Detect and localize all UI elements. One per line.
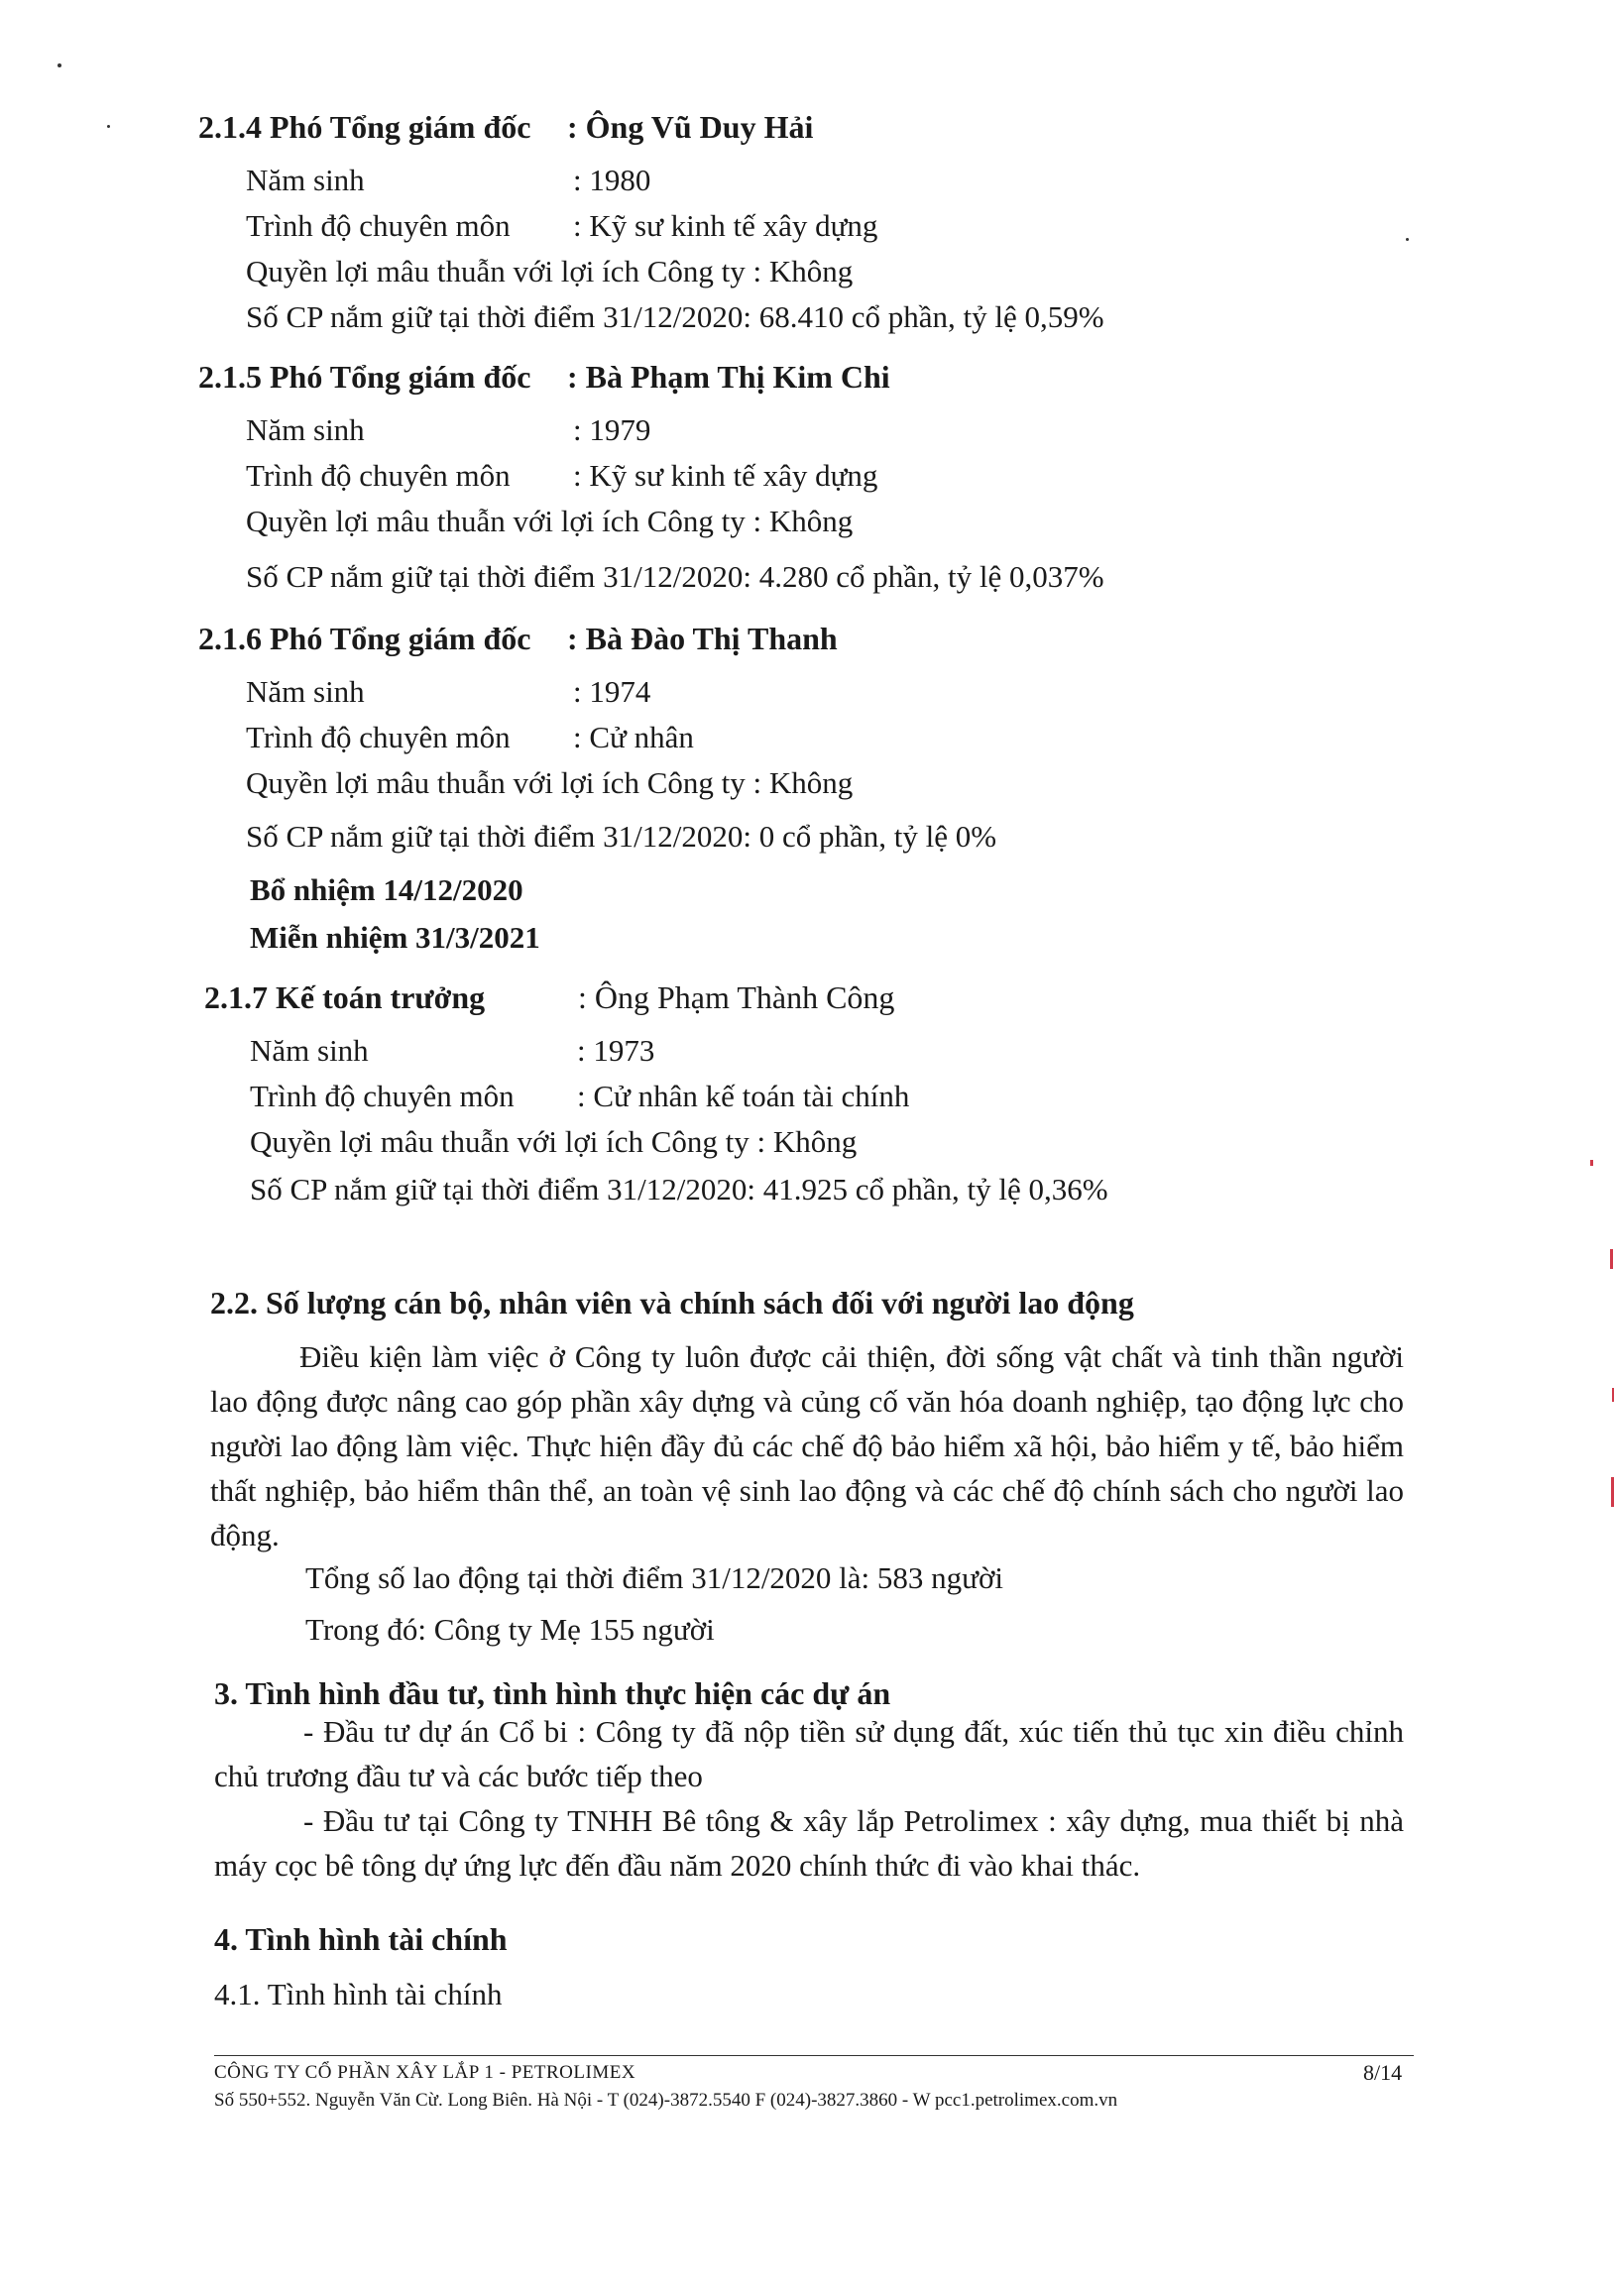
info-row [246,163,651,198]
labor-paragraph: Điều kiện làm việc ở Công ty luôn được cải thiện, đời sống vật chất và tinh thần người lao động được nâng cao góp phần xây dựng và củng cố văn hóa doanh nghiệp, tạo động lực cho người lao động làm việc. Thực hiện đầy đủ các chế độ bảo hiểm xã hội, bảo hiểm y tế, bảo hiểm thất nghiệp, bảo hiểm thân thể, an toàn vệ sinh lao động và các chế độ chính sách cho người lao động. [210,1339,1404,1552]
footer-divider [214,2055,1414,2056]
scan-speck [58,63,61,67]
info-value: : 1974 [573,674,651,709]
investment-item: - Đầu tư dự án Cổ bi : Công ty đã nộp tiền sử dụng đất, xúc tiến thủ tục xin điều chỉnh chủ trương đầu tư và các bước tiếp theo [214,1714,1404,1793]
section-heading [198,109,814,146]
labor-heading: 2.2. Số lượng cán bộ, nhân viên và chính sách đối với người lao động [210,1285,1134,1320]
info-row [250,1079,910,1114]
scan-mark [1611,1477,1614,1507]
finance-subheading: 4.1. Tình hình tài chính [214,1977,503,2011]
conflict-line: Quyền lợi mâu thuẫn với lợi ích Công ty : Không [246,254,854,288]
info-value: : Kỹ sư kinh tế xây dựng [573,208,878,243]
section-heading-label: 2.1.4 Phó Tổng giám đốc [198,109,531,145]
info-row [246,674,651,710]
conflict-line: Quyền lợi mâu thuẫn với lợi ích Công ty : Không [246,504,854,538]
info-row [246,412,651,448]
info-label: Trình độ chuyên môn [246,720,511,754]
section-heading-label: 2.1.6 Phó Tổng giám đốc [198,621,531,656]
section-heading [204,979,895,1016]
info-row [246,458,878,494]
section-heading [198,621,838,657]
section-heading [198,359,890,396]
conflict-line: Quyền lợi mâu thuẫn với lợi ích Công ty : Không [250,1124,858,1159]
appointment-date: Bổ nhiệm 14/12/2020 [250,872,523,907]
shares-line: Số CP nắm giữ tại thời điểm 31/12/2020: 68.410 cổ phần, tỷ lệ 0,59% [246,299,1104,334]
shares-line: Số CP nắm giữ tại thời điểm 31/12/2020: 0 cổ phần, tỷ lệ 0% [246,819,997,854]
info-label: Năm sinh [250,1033,369,1068]
finance-heading: 4. Tình hình tài chính [214,1921,508,1957]
section-heading-value: : Ông Phạm Thành Công [578,979,895,1015]
info-value: : 1979 [573,412,651,447]
shares-line: Số CP nắm giữ tại thời điểm 31/12/2020: 4.280 cổ phần, tỷ lệ 0,037% [246,559,1104,594]
labor-parent: Trong đó: Công ty Mẹ 155 người [305,1612,715,1647]
scan-mark [1612,1388,1614,1402]
section-heading-value: : Ông Vũ Duy Hải [567,109,814,145]
scan-speck [1406,238,1409,241]
info-value: : Cử nhân kế toán tài chính [577,1079,910,1113]
labor-total: Tổng số lao động tại thời điểm 31/12/2020 là: 583 người [305,1560,1003,1595]
shares-line: Số CP nắm giữ tại thời điểm 31/12/2020: 41.925 cổ phần, tỷ lệ 0,36% [250,1172,1108,1206]
section-heading-label: 2.1.5 Phó Tổng giám đốc [198,359,531,395]
info-row [246,208,878,244]
investment-item: - Đầu tư tại Công ty TNHH Bê tông & xây lắp Petrolimex : xây dựng, mua thiết bị nhà máy cọc bê tông dự ứng lực đến đầu năm 2020 chính thức đi vào khai thác. [214,1803,1404,1883]
info-label: Trình độ chuyên môn [250,1079,515,1113]
section-heading-value: : Bà Phạm Thị Kim Chi [567,359,890,395]
info-value: : 1973 [577,1033,655,1068]
info-label: Trình độ chuyên môn [246,208,511,243]
info-value: : 1980 [573,163,651,197]
page-number: 8/14 [1363,2060,1403,2085]
info-value: : Kỹ sư kinh tế xây dựng [573,458,878,493]
scan-speck [107,125,110,128]
footer-company: CÔNG TY CỔ PHẦN XÂY LẮP 1 - PETROLIMEX [214,2062,636,2083]
conflict-line: Quyền lợi mâu thuẫn với lợi ích Công ty : Không [246,765,854,800]
dismissal-date: Miễn nhiệm 31/3/2021 [250,920,540,955]
footer-address: Số 550+552. Nguyễn Văn Cừ. Long Biên. Hà Nội - T (024)-3872.5540 F (024)-3827.3860 - W pcc1.petrolimex.com.vn [214,2090,1118,2111]
investment-heading: 3. Tình hình đầu tư, tình hình thực hiện các dự án [214,1675,891,1711]
info-label: Năm sinh [246,163,365,197]
section-heading-label: 2.1.7 Kế toán trưởng [204,979,486,1015]
info-row [246,720,694,755]
info-label: Năm sinh [246,674,365,709]
info-label: Trình độ chuyên môn [246,458,511,493]
info-row [250,1033,655,1069]
scan-mark [1610,1249,1613,1269]
info-value: : Cử nhân [573,720,694,754]
section-heading-value: : Bà Đào Thị Thanh [567,621,838,656]
info-label: Năm sinh [246,412,365,447]
scan-mark [1590,1160,1593,1166]
